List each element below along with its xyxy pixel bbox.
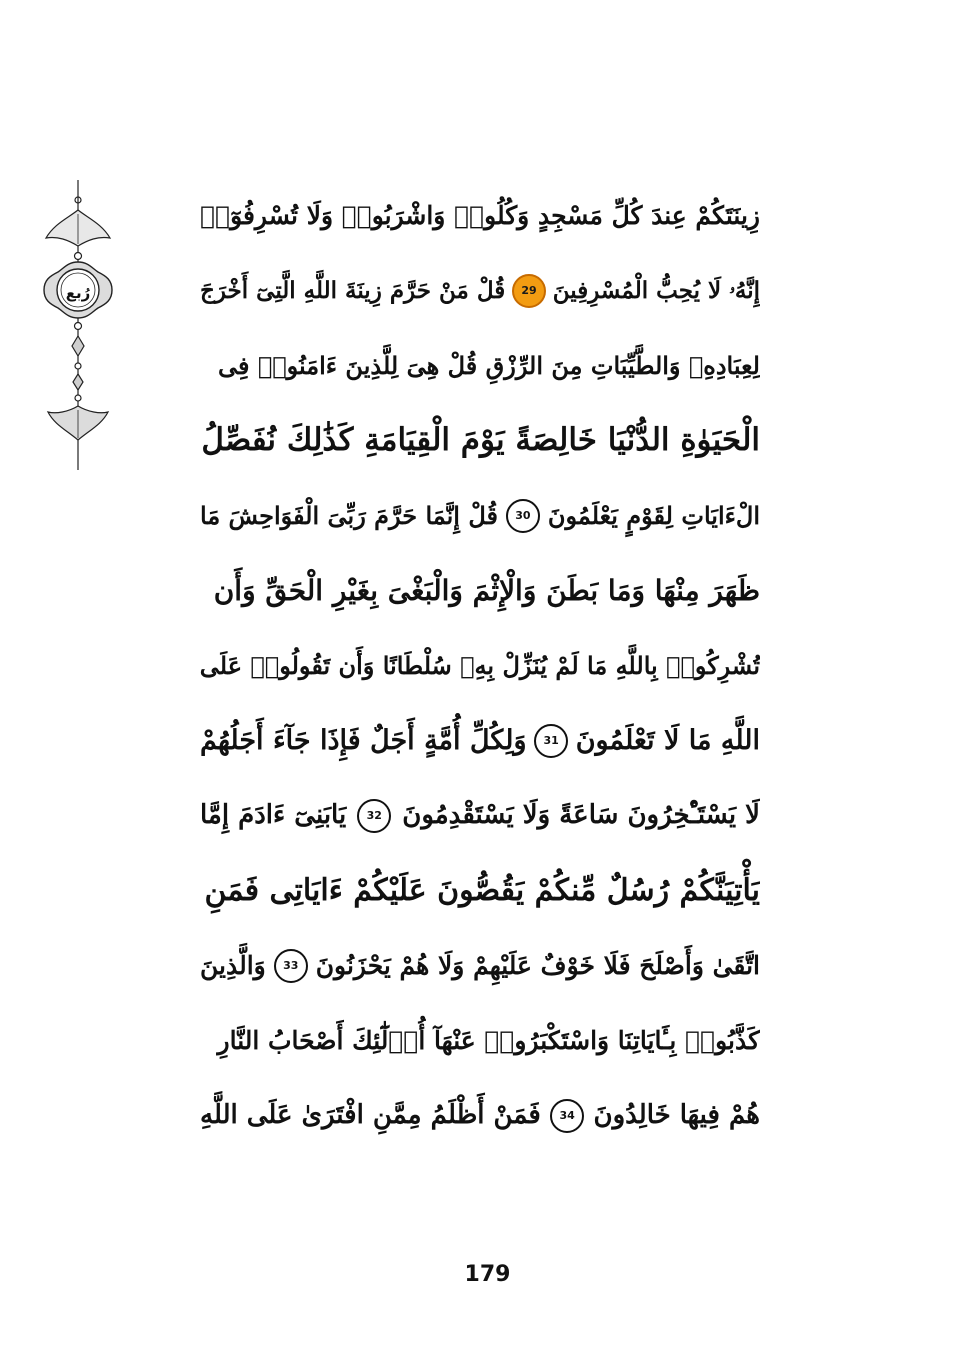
verse-text: قُلْ إِنَّمَا حَرَّمَ رَبِّىَ الْفَوَاحِشَ مَا xyxy=(200,501,498,530)
ayah-number-marker: 32 xyxy=(357,799,391,833)
text-line xyxy=(200,328,760,403)
text-line xyxy=(200,1003,760,1078)
ayah-number-marker: 34 xyxy=(550,1099,584,1133)
ayah-number-marker: 30 xyxy=(506,499,540,533)
verse-text: هُمْ فِيهَا خَالِدُونَ xyxy=(593,1100,760,1130)
text-line xyxy=(200,253,760,328)
verse-text: وَالَّذِينَ xyxy=(200,951,266,980)
text-line xyxy=(200,178,760,253)
verse-text: تُشْرِكُوا۟ بِاللَّهِ مَا لَمْ يُنَزِّلْ بِهِۦ سُلْطَانًا وَأَن تَقُولُوا۟ عَلَى xyxy=(200,651,760,680)
quran-text-block xyxy=(200,178,760,1153)
text-line xyxy=(200,553,760,628)
text-line xyxy=(200,703,760,778)
text-line xyxy=(200,478,760,553)
verse-text: كَذَّبُوا۟ بِـَٔايَاتِنَا وَاسْتَكْبَرُوا۟ عَنْهَآ أُو۟لَٰٓئِكَ أَصْحَابُ النَّارِ xyxy=(217,1026,760,1055)
ayah-number-marker: 29 xyxy=(512,274,546,308)
verse-text: اللَّهِ مَا لَا تَعْلَمُونَ xyxy=(575,725,760,756)
verse-text: الْحَيَوٰةِ الدُّنْيَا خَالِصَةً يَوْمَ الْقِيَامَةِ كَذَٰلِكَ نُفَصِّلُ xyxy=(201,422,760,458)
hizb-rub-ornament-icon xyxy=(40,180,116,470)
text-line xyxy=(200,778,760,853)
text-line xyxy=(200,403,760,478)
verse-text: يَأْتِيَنَّكُمْ رُسُلٌ مِّنكُمْ يَقُصُّونَ عَلَيْكُمْ ءَايَاتِى فَمَنِ xyxy=(204,873,760,908)
text-line xyxy=(200,628,760,703)
verse-text: اتَّقَىٰ وَأَصْلَحَ فَلَا خَوْفٌ عَلَيْهِمْ وَلَا هُمْ يَحْزَنُونَ xyxy=(315,951,760,980)
text-line xyxy=(200,853,760,928)
verse-text: الْءَايَاتِ لِقَوْمٍ يَعْلَمُونَ xyxy=(547,501,760,530)
verse-text: قُلْ مَنْ حَرَّمَ زِينَةَ اللَّهِ الَّتِىٓ أَخْرَجَ xyxy=(200,277,506,304)
hizb-rub-label: رُبع xyxy=(65,284,91,302)
verse-text: لَا يَسْتَـْٔخِرُونَ سَاعَةً وَلَا يَسْتَقْدِمُونَ xyxy=(402,800,760,830)
page-number: 179 xyxy=(464,1262,511,1287)
ayah-number-marker: 33 xyxy=(274,949,308,983)
verse-text: ظَهَرَ مِنْهَا وَمَا بَطَنَ وَالْإِثْمَ وَالْبَغْىَ بِغَيْرِ الْحَقِّ وَأَن xyxy=(213,574,760,607)
verse-text: يَابَنِىٓ ءَادَمَ إِمَّا xyxy=(200,800,347,830)
text-line xyxy=(200,928,760,1003)
verse-text: إِنَّهُۥ لَا يُحِبُّ الْمُسْرِفِينَ xyxy=(552,277,760,304)
verse-text: فَمَنْ أَظْلَمُ مِمَّنِ افْتَرَىٰ عَلَى اللَّهِ xyxy=(200,1100,541,1130)
verse-text: زِينَتَكُمْ عِندَ كُلِّ مَسْجِدٍ وَكُلُوا۟ وَاشْرَبُوا۟ وَلَا تُسْرِفُوٓا۟ xyxy=(200,201,760,230)
verse-text: لِعِبَادِهِۦ وَالطَّيِّبَاتِ مِنَ الرِّزْقِ قُلْ هِىَ لِلَّذِينَ ءَامَنُوا۟ فِى xyxy=(217,351,760,380)
verse-text: وَلِكُلِّ أُمَّةٍ أَجَلٌ فَإِذَا جَآءَ أَجَلُهُمْ xyxy=(200,725,527,756)
text-line xyxy=(200,1078,760,1153)
ayah-number-marker: 31 xyxy=(534,724,568,758)
